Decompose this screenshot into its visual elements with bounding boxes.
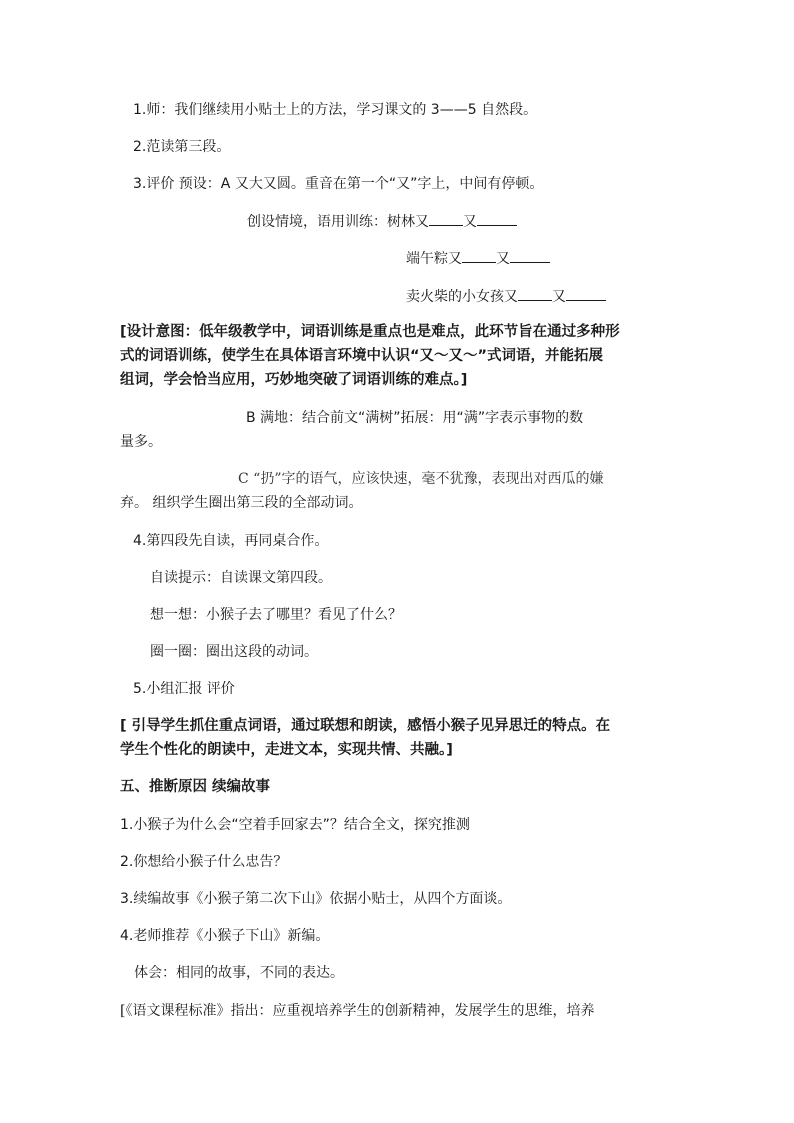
- exercise-text: 创设情境，语用训练：树林又: [247, 214, 429, 230]
- exercise-line-1: [247, 211, 517, 232]
- self-reading-tip: 自读提示：自读课文第四段。: [150, 570, 332, 586]
- exercise-text: 卖火柴的小女孩又: [406, 289, 518, 305]
- section-heading: 五、推断原因 续编故事: [120, 779, 271, 795]
- design-intent-1: [设计意图：低年级教学中，词语训练是重点也是难点，此环节旨在通过多种形: [120, 324, 620, 340]
- step-3: 3.评价 预设：A 又大又圆。重音在第一个“又”字上，中间有停顿。: [133, 176, 544, 192]
- fill-blank: [510, 248, 550, 263]
- step-4: 4.第四段先自读，再同桌合作。: [133, 533, 329, 549]
- question-4: 4.老师推荐《小猴子下山》新编。: [120, 928, 330, 944]
- exercise-text: 又: [496, 251, 510, 267]
- preset-b: B 满地：结合前文“满树”拓展：用“满”字表示事物的数: [246, 410, 584, 426]
- question-2: 2.你想给小猴子什么忠告？: [120, 854, 288, 870]
- design-intent-2: [ 引导学生抓住重点词语，通过联想和朗读，感悟小猴子见异思迁的特点。在: [120, 718, 611, 734]
- step-2: 2.范读第三段。: [133, 139, 231, 155]
- exercise-text: 又: [463, 214, 477, 230]
- question-1: 1.小猴子为什么会“空着手回家去”？结合全文，探究推测: [120, 817, 470, 833]
- fill-blank: [462, 248, 496, 263]
- exercise-text: 又: [552, 289, 566, 305]
- fill-blank: [566, 286, 606, 301]
- fill-blank: [477, 211, 517, 226]
- design-intent-1-line-2: 式的词语训练，使学生在具体语言环境中认识“又～又～”式词语，并能拓展: [120, 348, 604, 364]
- fill-blank: [518, 286, 552, 301]
- think-prompt: 想一想：小猴子去了哪里？看见了什么？: [150, 607, 402, 623]
- exercise-text: 端午粽又: [406, 251, 462, 267]
- exercise-line-2: [406, 248, 550, 269]
- step-1: 1.师：我们继续用小贴士上的方法，学习课文的 3——5 自然段。: [133, 102, 538, 118]
- preset-b-line-2: 量多。: [120, 434, 162, 450]
- design-intent-1-line-3: 组词，学会恰当应用，巧妙地突破了词语训练的难点。]: [120, 372, 468, 388]
- circle-prompt: 圈一圈：圈出这段的动词。: [150, 644, 318, 660]
- preset-c: C “扔”字的语气，应该快速，毫不犹豫，表现出对西瓜的嫌: [238, 471, 604, 487]
- preset-c-line-2: 弃。 组织学生圈出第三段的全部动词。: [120, 495, 363, 511]
- design-intent-2-line-2: 学生个性化的朗读中，走进文本，实现共情、共融。]: [120, 742, 453, 758]
- question-3: 3.续编故事《小猴子第二次下山》依据小贴士，从四个方面谈。: [120, 891, 512, 907]
- exercise-line-3: [406, 286, 606, 307]
- fill-blank: [429, 211, 463, 226]
- reflection: 体会：相同的故事，不同的表达。: [134, 965, 344, 981]
- curriculum-note: [《语文课程标准》指出：应重视培养学生的创新精神，发展学生的思维，培养: [120, 1003, 595, 1019]
- step-5: 5.小组汇报 评价: [133, 681, 235, 697]
